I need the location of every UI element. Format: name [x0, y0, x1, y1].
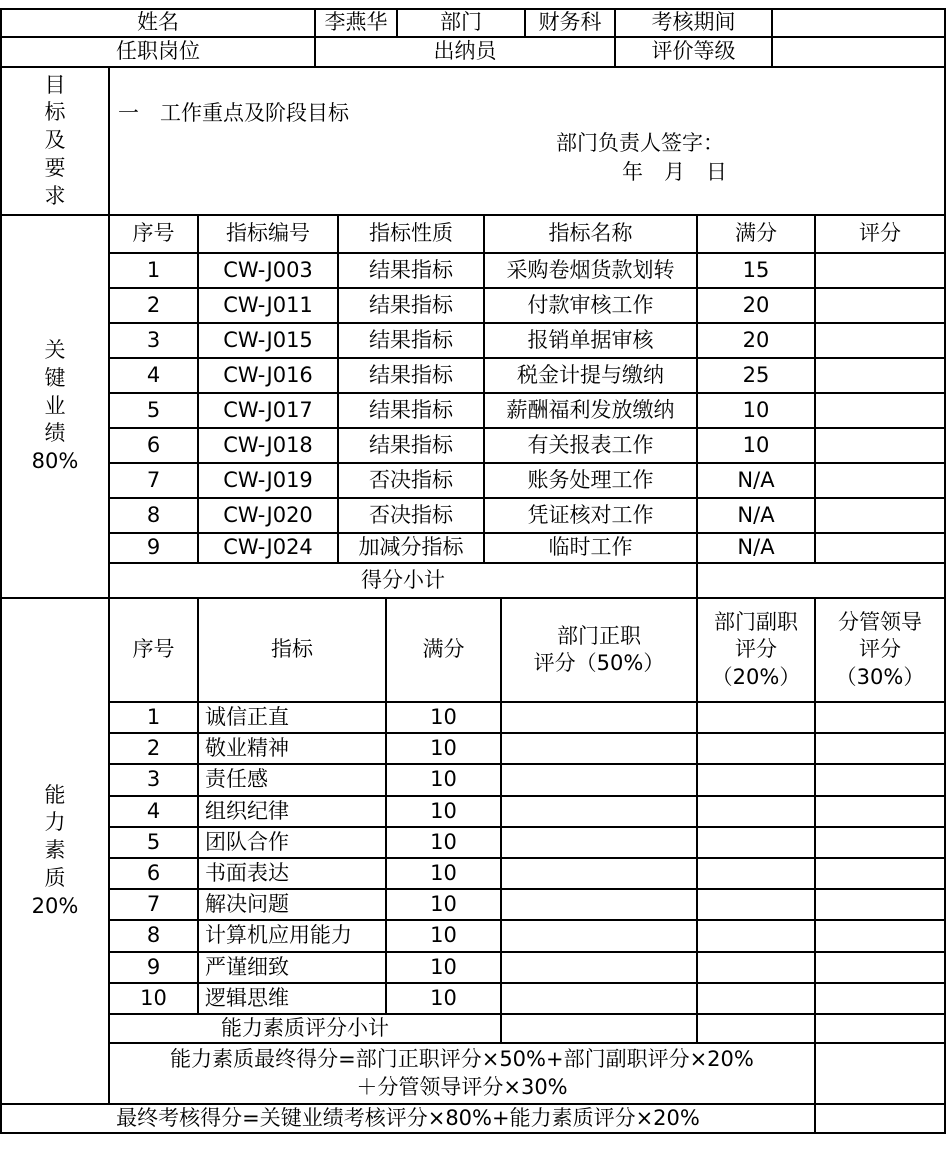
ability-cell-head-score — [502, 984, 698, 1015]
ability-cell-leader-score — [816, 734, 946, 765]
kpi-cell-max: 15 — [698, 254, 816, 289]
kpi-cell-type: 结果指标 — [339, 289, 485, 324]
kpi-cell-score — [816, 464, 946, 499]
kpi-cell-score — [816, 394, 946, 429]
ability-subtotal-label: 能力素质评分小计 — [110, 1015, 502, 1044]
ability-cell-deputy-score — [698, 828, 816, 859]
deputy-score-line: 部门副职 — [714, 610, 798, 635]
final-value — [816, 1105, 946, 1134]
kpi-cell-score — [816, 499, 946, 534]
kpi-col-name: 指标名称 — [485, 216, 698, 254]
kpi-weight: 80% — [31, 449, 79, 474]
kpi-cell-code: CW-J020 — [199, 499, 339, 534]
ability-cell-no: 1 — [110, 703, 199, 734]
kpi-cell-no: 3 — [110, 324, 199, 359]
ability-label-char: 素 — [44, 838, 66, 863]
ability-cell-leader-score — [816, 890, 946, 921]
kpi-cell-score — [816, 429, 946, 464]
kpi-cell-type: 结果指标 — [339, 324, 485, 359]
kpi-cell-type: 否决指标 — [339, 464, 485, 499]
goals-section-label — [0, 68, 110, 216]
grade-value — [773, 38, 946, 68]
kpi-cell-no: 7 — [110, 464, 199, 499]
kpi-cell-max: N/A — [698, 499, 816, 534]
kpi-cell-code: CW-J015 — [199, 324, 339, 359]
kpi-label-char: 绩 — [44, 421, 66, 446]
goals-label-char: 标 — [44, 100, 66, 125]
ability-col-head-score — [502, 599, 698, 703]
ability-cell-head-score — [502, 797, 698, 828]
head-score-line: 部门正职 — [557, 623, 641, 648]
ability-cell-max: 10 — [387, 703, 502, 734]
ability-cell-name: 敬业精神 — [199, 734, 387, 765]
ability-cell-max: 10 — [387, 734, 502, 765]
ability-cell-deputy-score — [698, 890, 816, 921]
kpi-label-char: 业 — [44, 393, 66, 418]
kpi-cell-code: CW-J019 — [199, 464, 339, 499]
kpi-cell-score — [816, 254, 946, 289]
ability-cell-name: 诚信正直 — [199, 703, 387, 734]
kpi-cell-code: CW-J011 — [199, 289, 339, 324]
dept-label: 部门 — [398, 8, 526, 38]
position-value: 出纳员 — [316, 38, 616, 68]
ability-cell-leader-score — [816, 953, 946, 984]
goals-label-char: 目 — [44, 72, 66, 97]
ability-cell-no: 2 — [110, 734, 199, 765]
ability-section-label — [0, 599, 110, 1105]
dept-value: 财务科 — [526, 8, 616, 38]
ability-cell-head-score — [502, 890, 698, 921]
kpi-label-char: 键 — [44, 365, 66, 390]
kpi-cell-type: 结果指标 — [339, 359, 485, 394]
kpi-col-max: 满分 — [698, 216, 816, 254]
kpi-cell-score — [816, 534, 946, 564]
ability-cell-no: 6 — [110, 859, 199, 890]
ability-cell-leader-score — [816, 921, 946, 953]
ability-final-value — [816, 1044, 946, 1105]
ability-cell-head-score — [502, 859, 698, 890]
ability-cell-deputy-score — [698, 984, 816, 1015]
ability-cell-leader-score — [816, 984, 946, 1015]
ability-cell-name: 组织纪律 — [199, 797, 387, 828]
kpi-cell-no: 4 — [110, 359, 199, 394]
kpi-cell-name: 临时工作 — [485, 534, 698, 564]
ability-subtotal-head — [502, 1015, 698, 1044]
ability-cell-max: 10 — [387, 953, 502, 984]
ability-cell-max: 10 — [387, 828, 502, 859]
kpi-cell-max: 20 — [698, 324, 816, 359]
kpi-cell-score — [816, 324, 946, 359]
kpi-cell-max: 20 — [698, 289, 816, 324]
ability-cell-max: 10 — [387, 921, 502, 953]
ability-cell-no: 5 — [110, 828, 199, 859]
ability-col-leader-score — [816, 599, 946, 703]
kpi-cell-name: 薪酬福利发放缴纳 — [485, 394, 698, 429]
kpi-cell-code: CW-J018 — [199, 429, 339, 464]
kpi-cell-no: 8 — [110, 499, 199, 534]
kpi-cell-type: 结果指标 — [339, 429, 485, 464]
kpi-cell-score — [816, 289, 946, 324]
kpi-cell-type: 结果指标 — [339, 394, 485, 429]
ability-cell-name: 团队合作 — [199, 828, 387, 859]
kpi-cell-code: CW-J017 — [199, 394, 339, 429]
name-label: 姓名 — [0, 8, 316, 38]
ability-formula — [110, 1044, 816, 1105]
kpi-cell-no: 6 — [110, 429, 199, 464]
ability-cell-head-score — [502, 921, 698, 953]
kpi-label-char: 关 — [44, 338, 66, 363]
kpi-cell-name: 税金计提与缴纳 — [485, 359, 698, 394]
leader-score-line: 分管领导 — [838, 610, 922, 635]
kpi-cell-no: 2 — [110, 289, 199, 324]
ability-cell-leader-score — [816, 859, 946, 890]
ability-cell-leader-score — [816, 703, 946, 734]
kpi-cell-max: 10 — [698, 394, 816, 429]
kpi-cell-code: CW-J024 — [199, 534, 339, 564]
kpi-cell-max: 10 — [698, 429, 816, 464]
name-value: 李燕华 — [316, 8, 398, 38]
deputy-score-line: （20%） — [711, 664, 801, 689]
kpi-cell-type: 加减分指标 — [339, 534, 485, 564]
ability-cell-head-score — [502, 953, 698, 984]
goals-heading: 一 工作重点及阶段目标 — [118, 101, 349, 125]
goals-label-char: 求 — [44, 183, 66, 208]
kpi-cell-name: 凭证核对工作 — [485, 499, 698, 534]
period-label: 考核期间 — [616, 8, 773, 38]
ability-label-char: 能 — [44, 782, 66, 807]
kpi-subtotal-value — [698, 564, 946, 599]
ability-cell-head-score — [502, 765, 698, 797]
kpi-cell-code: CW-J016 — [199, 359, 339, 394]
ability-cell-leader-score — [816, 797, 946, 828]
ability-cell-leader-score — [816, 765, 946, 797]
ability-cell-max: 10 — [387, 890, 502, 921]
kpi-col-type: 指标性质 — [339, 216, 485, 254]
kpi-cell-name: 账务处理工作 — [485, 464, 698, 499]
ability-cell-name: 计算机应用能力 — [199, 921, 387, 953]
kpi-section-label — [0, 216, 110, 599]
kpi-cell-no: 9 — [110, 534, 199, 564]
kpi-cell-name: 采购卷烟货款划转 — [485, 254, 698, 289]
ability-cell-no: 4 — [110, 797, 199, 828]
ability-formula-line: ＋分管领导评分×30% — [356, 1074, 568, 1099]
signature-label: 部门负责人签字： — [556, 131, 724, 155]
ability-formula-line: 能力素质最终得分=部门正职评分×50%+部门副职评分×20% — [170, 1047, 754, 1072]
deputy-score-line: 评分 — [735, 637, 777, 662]
kpi-cell-type: 结果指标 — [339, 254, 485, 289]
ability-cell-deputy-score — [698, 953, 816, 984]
kpi-cell-no: 1 — [110, 254, 199, 289]
kpi-col-no: 序号 — [110, 216, 199, 254]
ability-cell-max: 10 — [387, 984, 502, 1015]
kpi-col-score: 评分 — [816, 216, 946, 254]
ability-subtotal-deputy — [698, 1015, 816, 1044]
kpi-cell-no: 5 — [110, 394, 199, 429]
ability-weight: 20% — [31, 893, 79, 918]
ability-cell-deputy-score — [698, 921, 816, 953]
ability-cell-no: 9 — [110, 953, 199, 984]
ability-cell-deputy-score — [698, 765, 816, 797]
ability-cell-name: 严谨细致 — [199, 953, 387, 984]
kpi-cell-max: N/A — [698, 464, 816, 499]
kpi-cell-type: 否决指标 — [339, 499, 485, 534]
ability-cell-name: 书面表达 — [199, 859, 387, 890]
position-label: 任职岗位 — [0, 38, 316, 68]
head-score-line: 评分（50%） — [533, 651, 665, 675]
ability-cell-deputy-score — [698, 797, 816, 828]
ability-label-char: 质 — [44, 865, 66, 890]
ability-col-indicator: 指标 — [199, 599, 387, 703]
ability-cell-head-score — [502, 703, 698, 734]
ability-cell-no: 7 — [110, 890, 199, 921]
ability-cell-deputy-score — [698, 734, 816, 765]
leader-score-line: （30%） — [835, 664, 925, 689]
kpi-cell-max: N/A — [698, 534, 816, 564]
ability-label-char: 力 — [44, 810, 66, 835]
kpi-cell-max: 25 — [698, 359, 816, 394]
goals-label-char: 要 — [44, 155, 66, 180]
kpi-cell-score — [816, 359, 946, 394]
ability-cell-no: 10 — [110, 984, 199, 1015]
kpi-cell-name: 报销单据审核 — [485, 324, 698, 359]
ability-cell-deputy-score — [698, 703, 816, 734]
leader-score-line: 评分 — [859, 637, 901, 662]
ability-cell-name: 解决问题 — [199, 890, 387, 921]
ability-cell-max: 10 — [387, 765, 502, 797]
kpi-cell-name: 有关报表工作 — [485, 429, 698, 464]
ability-cell-name: 责任感 — [199, 765, 387, 797]
grade-label: 评价等级 — [616, 38, 773, 68]
kpi-col-code: 指标编号 — [199, 216, 339, 254]
kpi-subtotal-label: 得分小计 — [110, 564, 698, 599]
ability-col-no: 序号 — [110, 599, 199, 703]
ability-subtotal-leader — [816, 1015, 946, 1044]
ability-cell-max: 10 — [387, 797, 502, 828]
ability-cell-name: 逻辑思维 — [199, 984, 387, 1015]
period-value — [773, 8, 946, 38]
final-formula: 最终考核得分=关键业绩考核评分×80%+能力素质评分×20% — [0, 1105, 816, 1134]
goals-label-char: 及 — [44, 128, 66, 153]
ability-cell-no: 8 — [110, 921, 199, 953]
ability-cell-deputy-score — [698, 859, 816, 890]
kpi-cell-name: 付款审核工作 — [485, 289, 698, 324]
signature-date: 年 月 日 — [622, 160, 727, 184]
goals-content — [110, 68, 946, 216]
ability-cell-head-score — [502, 828, 698, 859]
ability-col-max: 满分 — [387, 599, 502, 703]
ability-cell-head-score — [502, 734, 698, 765]
ability-cell-no: 3 — [110, 765, 199, 797]
ability-cell-leader-score — [816, 828, 946, 859]
ability-col-deputy-score — [698, 599, 816, 703]
kpi-cell-code: CW-J003 — [199, 254, 339, 289]
ability-cell-max: 10 — [387, 859, 502, 890]
